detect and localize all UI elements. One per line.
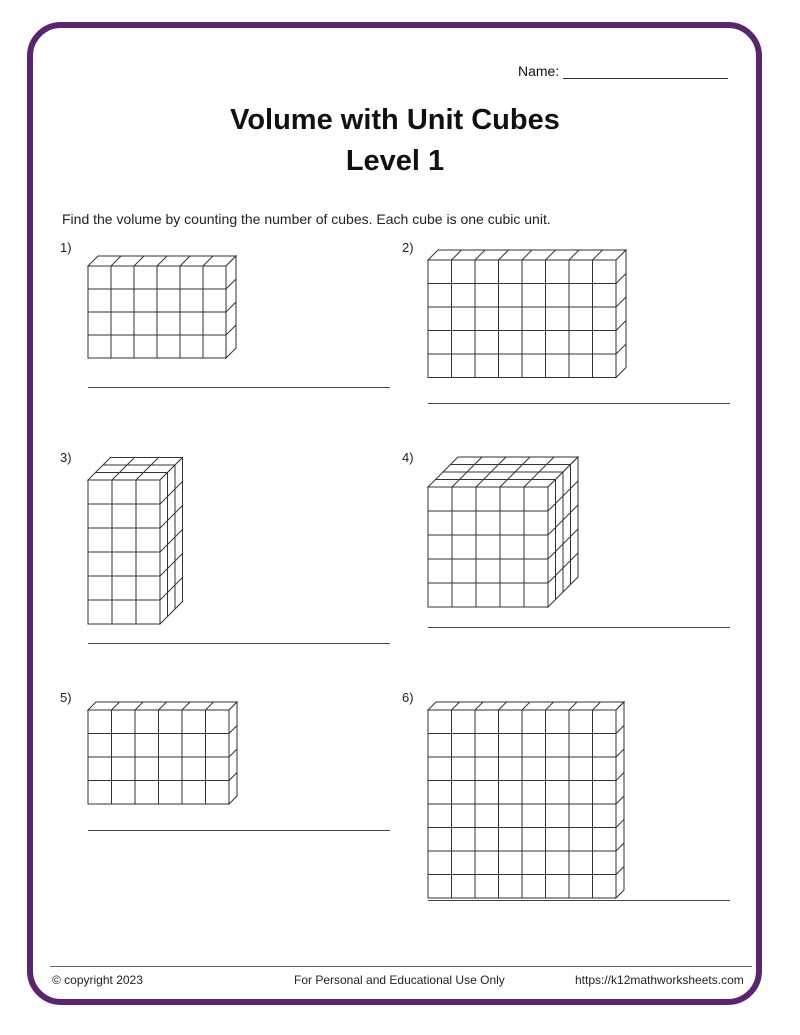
cube-prism-figure	[60, 690, 390, 840]
cube-prism-figure	[402, 450, 732, 630]
answer-line[interactable]	[428, 627, 730, 628]
answer-line[interactable]	[88, 387, 390, 388]
problem-number: 1)	[60, 240, 72, 255]
usage-text: For Personal and Educational Use Only	[294, 973, 505, 987]
cube-prism-figure	[402, 690, 732, 900]
name-field[interactable]	[518, 63, 728, 79]
copyright-text: © copyright 2023	[52, 973, 143, 987]
problem-number: 4)	[402, 450, 414, 465]
website-link[interactable]: https://k12mathworksheets.com	[575, 973, 744, 987]
problem-number: 3)	[60, 450, 72, 465]
page-subtitle: Level 1	[345, 145, 445, 177]
answer-line[interactable]	[88, 830, 390, 831]
answer-line[interactable]	[428, 403, 730, 404]
footer-divider	[50, 966, 752, 967]
cube-prism-figure	[402, 240, 732, 410]
answer-line[interactable]	[88, 643, 390, 644]
cube-prism-figure	[60, 450, 390, 640]
problem-number: 2)	[402, 240, 414, 255]
instructions: Find the volume by counting the number of cubes. Each cube is one cubic unit.	[62, 211, 551, 227]
problem-number: 6)	[402, 690, 414, 705]
cube-prism-figure	[60, 240, 390, 400]
answer-line[interactable]	[428, 900, 730, 901]
problem-number: 5)	[60, 690, 72, 705]
name-label: Name:	[518, 63, 560, 79]
page-title: Volume with Unit Cubes	[230, 104, 560, 136]
name-blank[interactable]	[563, 65, 728, 79]
